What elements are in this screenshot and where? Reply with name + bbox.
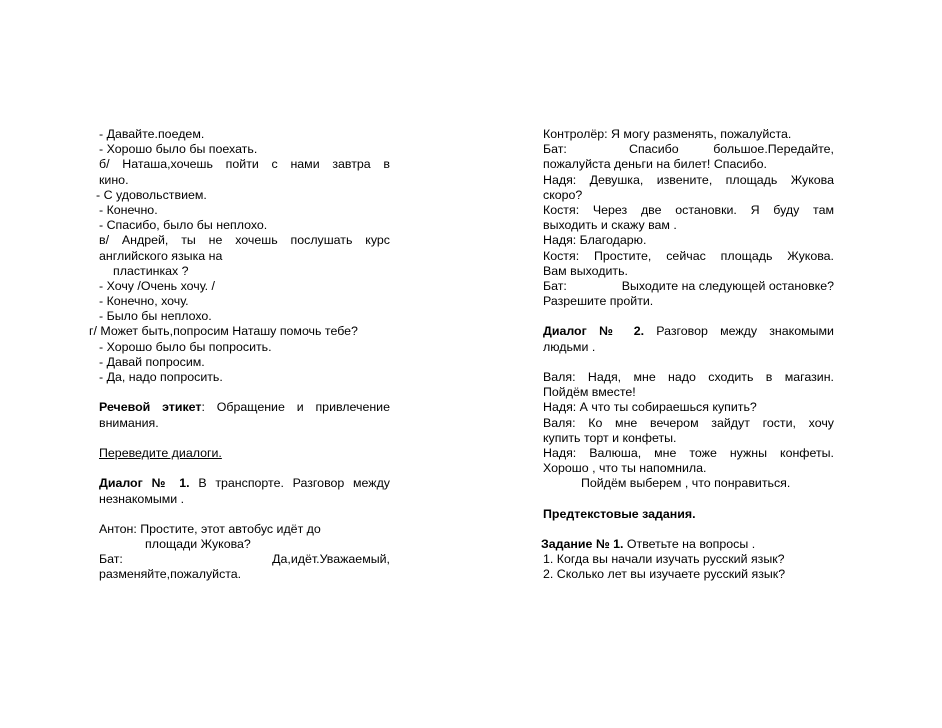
text-line: Валя: Надя, мне надо сходить в магазин. bbox=[543, 370, 834, 384]
text-line: купить торт и конфеты. bbox=[543, 430, 677, 445]
text-line: выходить и скажу вам . bbox=[543, 218, 677, 233]
pass-text: большое.Передайте, bbox=[713, 142, 834, 157]
text-line: Антон: Простите, этот автобус идёт до bbox=[99, 521, 321, 536]
text-line: Контролёр: Я могу разменять, пожалуйста. bbox=[543, 127, 792, 141]
bat-line bbox=[543, 279, 834, 294]
thanks-word: Спасибо bbox=[629, 142, 679, 157]
bat-text: Да,идёт.Уважаемый, bbox=[272, 552, 390, 567]
text-line: Пойдём вместе! bbox=[543, 385, 636, 400]
text-line: - Спасибо, было бы неплохо. bbox=[99, 218, 268, 233]
bat-line bbox=[99, 552, 390, 567]
question-item: 2. Сколько лет вы изучаете русский язык? bbox=[543, 567, 786, 582]
text-line: Надя: А что ты собираешься купить? bbox=[543, 400, 757, 415]
text-line: в/ Андрей, ты не хочешь послушать курс bbox=[99, 233, 390, 248]
translate-heading bbox=[99, 446, 390, 461]
pretext-heading bbox=[543, 507, 834, 522]
text-line: английского языка на bbox=[99, 248, 223, 263]
text-line: Пойдём выберем , что понравиться. bbox=[581, 476, 791, 491]
task1-rest: Ответьте на вопросы . bbox=[623, 537, 756, 552]
pretext-bold: Предтекстовые задания. bbox=[543, 506, 696, 521]
text-line: - Конечно. bbox=[99, 202, 158, 217]
text-line: пластинках ? bbox=[113, 263, 189, 278]
task1-bold: Задание № 1. bbox=[541, 537, 624, 552]
text-line: людьми . bbox=[543, 339, 596, 354]
text-line: внимания. bbox=[99, 415, 159, 430]
text-line: Надя: Девушка, извените, площадь Жукова bbox=[543, 172, 834, 187]
text-line: Костя: Через две остановки. Я буду там bbox=[543, 202, 834, 217]
text-line: Надя: Благодарю. bbox=[543, 233, 647, 248]
bat-label: Бат: bbox=[99, 552, 123, 567]
text-line: скоро? bbox=[543, 187, 583, 202]
dialog1-rest: В транспорте. Разговор между bbox=[189, 476, 390, 491]
translate-underlined: Переведите диалоги. bbox=[99, 445, 222, 460]
left-column bbox=[89, 127, 390, 583]
etiquette-heading bbox=[99, 400, 390, 415]
text-line: Валя: Ко мне вечером зайдут гости, хочу bbox=[543, 415, 834, 430]
text-line: Вам выходить. bbox=[543, 263, 629, 278]
text-line: площади Жукова? bbox=[145, 537, 251, 552]
text-line: - Хочу /Очень хочу. / bbox=[99, 278, 215, 293]
bat-label: Бат: bbox=[543, 142, 567, 157]
etiquette-rest: : Обращение и привлечение bbox=[201, 400, 390, 415]
dialog1-bold: Диалог № 1. bbox=[99, 476, 190, 491]
text-line: Хорошо , что ты напомнила. bbox=[543, 461, 707, 476]
text-line: б/ Наташа,хочешь пойти с нами завтра в bbox=[99, 157, 390, 172]
text-line: - Конечно, хочу. bbox=[99, 294, 189, 309]
dialog2-bold: Диалог № 2. bbox=[543, 324, 645, 339]
bat-line bbox=[543, 142, 834, 157]
dialog1-heading bbox=[99, 476, 390, 491]
text-line: кино. bbox=[99, 172, 129, 187]
text-line: - Хорошо было бы попросить. bbox=[99, 339, 272, 354]
right-column bbox=[543, 127, 834, 583]
text-line: - Было бы неплохо. bbox=[99, 309, 212, 324]
exit-question: Выходите на следующей остановке? bbox=[621, 278, 834, 293]
task1-heading bbox=[541, 537, 834, 552]
text-line: незнакомыми . bbox=[99, 491, 185, 506]
text-line: Разрешите пройти. bbox=[543, 294, 654, 309]
text-line: пожалуйста деньги на билет! Спасибо. bbox=[543, 157, 767, 172]
question-item: 1. Когда вы начали изучать русский язык? bbox=[543, 552, 785, 567]
dialog2-rest: Разговор между знакомыми bbox=[644, 324, 834, 339]
text-line: г/ Может быть,попросим Наташу помочь тебе? bbox=[89, 324, 358, 339]
etiquette-bold: Речевой этикет bbox=[99, 400, 202, 415]
text-line: - Давай попросим. bbox=[99, 354, 205, 369]
dialog2-heading bbox=[543, 324, 834, 339]
text-line: - С удовольствием. bbox=[96, 187, 207, 202]
text-line: Надя: Валюша, мне тоже нужны конфеты. bbox=[543, 445, 834, 460]
bat-label: Бат: bbox=[543, 278, 567, 293]
text-line: разменяйте,пожалуйста. bbox=[99, 567, 242, 582]
text-line: - Давайте.поедем. bbox=[99, 127, 205, 141]
text-line: Костя: Простите, сейчас площадь Жукова. bbox=[543, 248, 834, 263]
text-line: - Да, надо попросить. bbox=[99, 370, 223, 384]
text-line: - Хорошо было бы поехать. bbox=[99, 142, 258, 157]
